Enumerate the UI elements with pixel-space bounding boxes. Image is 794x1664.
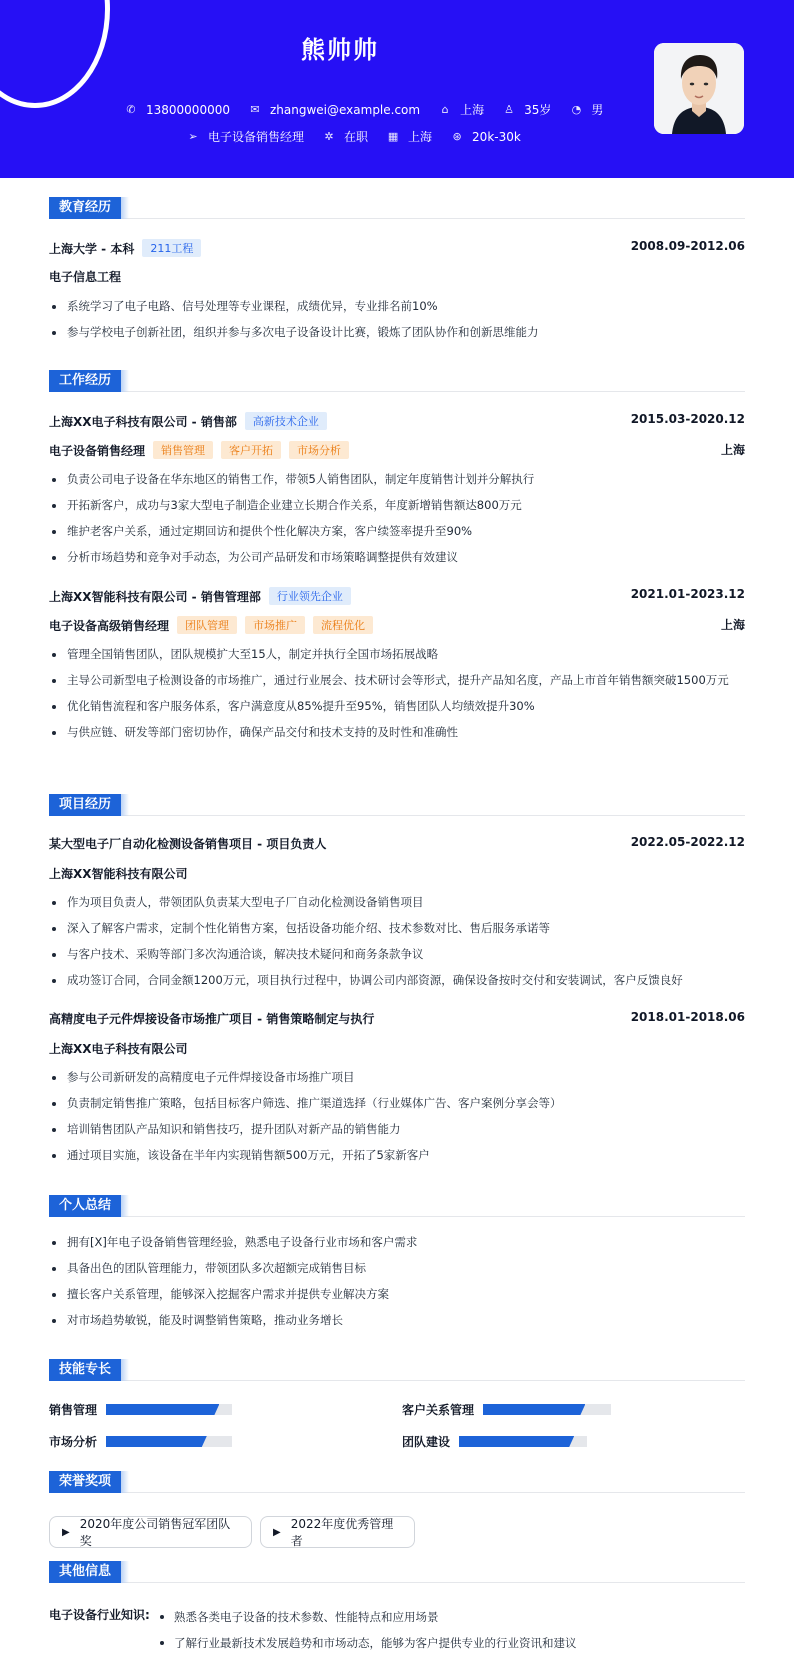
role-tag: 市场分析 — [289, 441, 349, 459]
job-role-row — [49, 616, 745, 634]
skill-bar-fill — [106, 1404, 219, 1415]
status-text: 在职 — [344, 130, 369, 144]
company-tag: 高新技术企业 — [245, 412, 327, 430]
play-icon: ▶ — [62, 1526, 70, 1538]
school-name: 上海大学 - 本科 — [49, 241, 135, 256]
email-item — [248, 103, 420, 117]
skill-bar-fill — [106, 1436, 207, 1447]
other-bullets — [152, 1604, 752, 1656]
project-date: 2018.01-2018.06 — [630, 1010, 745, 1024]
age-icon: ♙ — [504, 103, 515, 116]
gender-text: 男 — [591, 103, 604, 117]
job-date: 2021.01-2023.12 — [630, 587, 745, 601]
resume-header — [0, 0, 794, 178]
major-name: 电子信息工程 — [49, 270, 122, 284]
list-item: 拥有[X]年电子设备销售管理经验，熟悉电子设备行业市场和客户需求 — [49, 1234, 745, 1251]
company-tag: 行业领先企业 — [269, 587, 351, 605]
role-tag: 客户开拓 — [221, 441, 281, 459]
job-bullets — [49, 646, 745, 741]
list-item: 负责制定销售推广策略，包括目标客户筛选、推广渠道选择（行业媒体广告、客户案例分享会等） — [49, 1095, 745, 1112]
city-text: 上海 — [408, 130, 433, 144]
skill-item — [402, 1433, 642, 1449]
list-item: 熟悉各类电子设备的技术参数、性能特点和应用场景 — [152, 1604, 752, 1630]
list-item: 擅长客户关系管理，能够深入挖掘客户需求并提供专业解决方案 — [49, 1286, 745, 1303]
company-name: 上海XX电子科技有限公司 - 销售部 — [49, 414, 237, 429]
award-item — [49, 1516, 252, 1548]
position-text: 电子设备销售经理 — [208, 130, 305, 144]
other-title: 其他信息 — [49, 1561, 121, 1583]
list-item: 开拓新客户，成功与3家大型电子制造企业建立长期合作关系，年度新增销售额达800万元 — [49, 497, 745, 514]
list-item: 负责公司电子设备在华东地区的销售工作，带领5人销售团队，制定年度销售计划并分解执行 — [49, 471, 745, 488]
skill-label: 客户关系管理 — [402, 1402, 475, 1417]
salary-item — [450, 130, 521, 144]
list-item: 具备出色的团队管理能力，带领团队多次超额完成销售目标 — [49, 1260, 745, 1277]
skill-label: 市场分析 — [49, 1434, 98, 1449]
school-tag: 211工程 — [142, 239, 201, 257]
work-title: 工作经历 — [49, 370, 121, 392]
list-item: 管理全国销售团队，团队规模扩大至15人，制定并执行全国市场拓展战略 — [49, 646, 745, 663]
job-date: 2015.03-2020.12 — [630, 412, 745, 426]
job-role-row — [49, 441, 745, 459]
other-label: 电子设备行业知识: — [49, 1608, 150, 1622]
award-text: 2020年度公司销售冠军团队奖 — [79, 1517, 231, 1548]
list-item: 优化销售流程和客户服务体系，客户满意度从85%提升至95%，销售团队人均绩效提升30% — [49, 698, 745, 715]
education-section-header — [49, 197, 745, 219]
list-item: 分析市场趋势和竞争对手动态，为公司产品研发和市场策略调整提供有效建议 — [49, 549, 745, 566]
list-item: 维护老客户关系，通过定期回访和提供个性化解决方案，客户续签率提升至90% — [49, 523, 745, 540]
project-company-row — [49, 1040, 745, 1057]
job-location: 上海 — [720, 443, 745, 457]
education-bullets — [49, 298, 745, 341]
skill-label: 销售管理 — [49, 1402, 98, 1417]
age-item — [502, 101, 551, 118]
skill-bar-fill — [483, 1404, 585, 1415]
awards-section-header — [49, 1471, 745, 1493]
job-intent-row — [186, 128, 539, 145]
candidate-name: 熊帅帅 — [301, 36, 379, 64]
project-company-row — [49, 865, 745, 882]
project-name-row — [49, 835, 745, 852]
skill-bar-track — [106, 1404, 232, 1415]
phone-item — [124, 103, 230, 117]
job-company-row — [49, 587, 745, 605]
phone-text: 13800000000 — [146, 102, 230, 117]
list-item: 成功签订合同，合同金额1200万元，项目执行过程中，协调公司内部资源，确保设备按时交付和安装调试，客户反馈良好 — [49, 972, 745, 989]
job-bullets — [49, 471, 745, 566]
project-date: 2022.05-2022.12 — [630, 835, 745, 849]
city-item — [386, 128, 432, 145]
skills-section-header — [49, 1359, 745, 1381]
list-item: 参与学校电子创新社团，组织并参与多次电子设备设计比赛，锻炼了团队协作和创新思维能力 — [49, 324, 745, 341]
summary-bullets — [49, 1234, 745, 1329]
list-item: 系统学习了电子电路、信号处理等专业课程，成绩优异，专业排名前10% — [49, 298, 745, 315]
list-item: 培训销售团队产品知识和销售技巧，提升团队对新产品的销售能力 — [49, 1121, 745, 1138]
skills-title: 技能专长 — [49, 1359, 121, 1381]
skill-item — [49, 1433, 249, 1449]
role-tag: 流程优化 — [313, 616, 373, 634]
building-icon: ▦ — [387, 130, 399, 143]
list-item: 作为项目负责人，带领团队负责某大型电子厂自动化检测设备销售项目 — [49, 894, 745, 911]
role-name: 电子设备高级销售经理 — [49, 618, 170, 633]
list-item: 参与公司新研发的高精度电子元件焊接设备市场推广项目 — [49, 1069, 745, 1086]
salary-text: 20k-30k — [472, 129, 521, 144]
project-bullets — [49, 1069, 745, 1164]
age-text: 35岁 — [524, 103, 552, 117]
project-name: 某大型电子厂自动化检测设备销售项目 - 项目负责人 — [49, 837, 327, 851]
project-company: 上海XX电子科技有限公司 — [49, 1042, 188, 1056]
summary-section-header — [49, 1195, 745, 1217]
email-text: zhangwei@example.com — [269, 102, 421, 117]
mail-icon: ✉ — [250, 103, 260, 116]
hometown-item — [438, 101, 484, 118]
position-item — [186, 128, 304, 145]
role-tag: 团队管理 — [177, 616, 237, 634]
other-section-header — [49, 1561, 745, 1583]
award-text: 2022年度优秀管理者 — [290, 1517, 394, 1548]
list-item: 对市场趋势敏锐，能及时调整销售策略，推动业务增长 — [49, 1312, 745, 1329]
project-bullets — [49, 894, 745, 989]
skill-bar-track — [483, 1404, 611, 1415]
phone-icon: ✆ — [126, 103, 136, 116]
project-section-header — [49, 794, 745, 816]
job-location: 上海 — [720, 618, 745, 632]
education-date: 2008.09-2012.06 — [630, 239, 745, 253]
avatar — [654, 43, 744, 134]
project-company: 上海XX智能科技有限公司 — [49, 867, 188, 881]
gender-icon: ◔ — [571, 103, 582, 116]
status-icon: ✲ — [324, 130, 334, 143]
education-school-row — [49, 239, 745, 257]
home-icon: ⌂ — [441, 103, 449, 116]
gender-item — [569, 101, 603, 118]
awards-title: 荣誉奖项 — [49, 1471, 121, 1493]
education-major-row — [49, 268, 745, 285]
list-item: 与客户技术、采购等部门多次沟通洽谈，解决技术疑问和商务条款争议 — [49, 946, 745, 963]
list-item: 主导公司新型电子检测设备的市场推广，通过行业展会、技术研讨会等形式，提升产品知名度，产品上市首年销售额突破1500万元 — [49, 672, 745, 689]
project-name-row — [49, 1010, 745, 1027]
role-name: 电子设备销售经理 — [49, 443, 146, 458]
avatar-portrait — [654, 43, 744, 134]
list-item: 了解行业最新技术发展趋势和市场动态，能够为客户提供专业的行业资讯和建议 — [152, 1630, 752, 1656]
skill-bar-fill — [459, 1436, 574, 1447]
summary-title: 个人总结 — [49, 1195, 121, 1217]
job-company-row — [49, 412, 745, 430]
play-icon: ▶ — [273, 1526, 281, 1538]
list-item: 通过项目实施，该设备在半年内实现销售额500万元，开拓了5家新客户 — [49, 1147, 745, 1164]
education-title: 教育经历 — [49, 197, 121, 219]
hometown-text: 上海 — [460, 103, 485, 117]
project-title: 项目经历 — [49, 794, 121, 816]
skill-item — [49, 1401, 249, 1417]
skill-bar-track — [459, 1436, 587, 1447]
award-item — [260, 1516, 415, 1548]
skill-bar-track — [106, 1436, 232, 1447]
list-item: 深入了解客户需求，定制个性化销售方案，包括设备功能介绍、技术参数对比、售后服务承诺等 — [49, 920, 745, 937]
status-item — [322, 128, 368, 145]
role-tag: 市场推广 — [245, 616, 305, 634]
work-section-header — [49, 370, 745, 392]
project-name: 高精度电子元件焊接设备市场推广项目 - 销售策略制定与执行 — [49, 1012, 375, 1026]
send-icon: ➢ — [188, 130, 198, 143]
role-tag: 销售管理 — [153, 441, 213, 459]
list-item: 与供应链、研发等部门密切协作，确保产品交付和技术支持的及时性和准确性 — [49, 724, 745, 741]
salary-icon: ⊛ — [452, 130, 462, 143]
skill-item — [402, 1401, 642, 1417]
contact-info-row — [124, 101, 621, 118]
company-name: 上海XX智能科技有限公司 - 销售管理部 — [49, 589, 261, 604]
skill-label: 团队建设 — [402, 1434, 451, 1449]
